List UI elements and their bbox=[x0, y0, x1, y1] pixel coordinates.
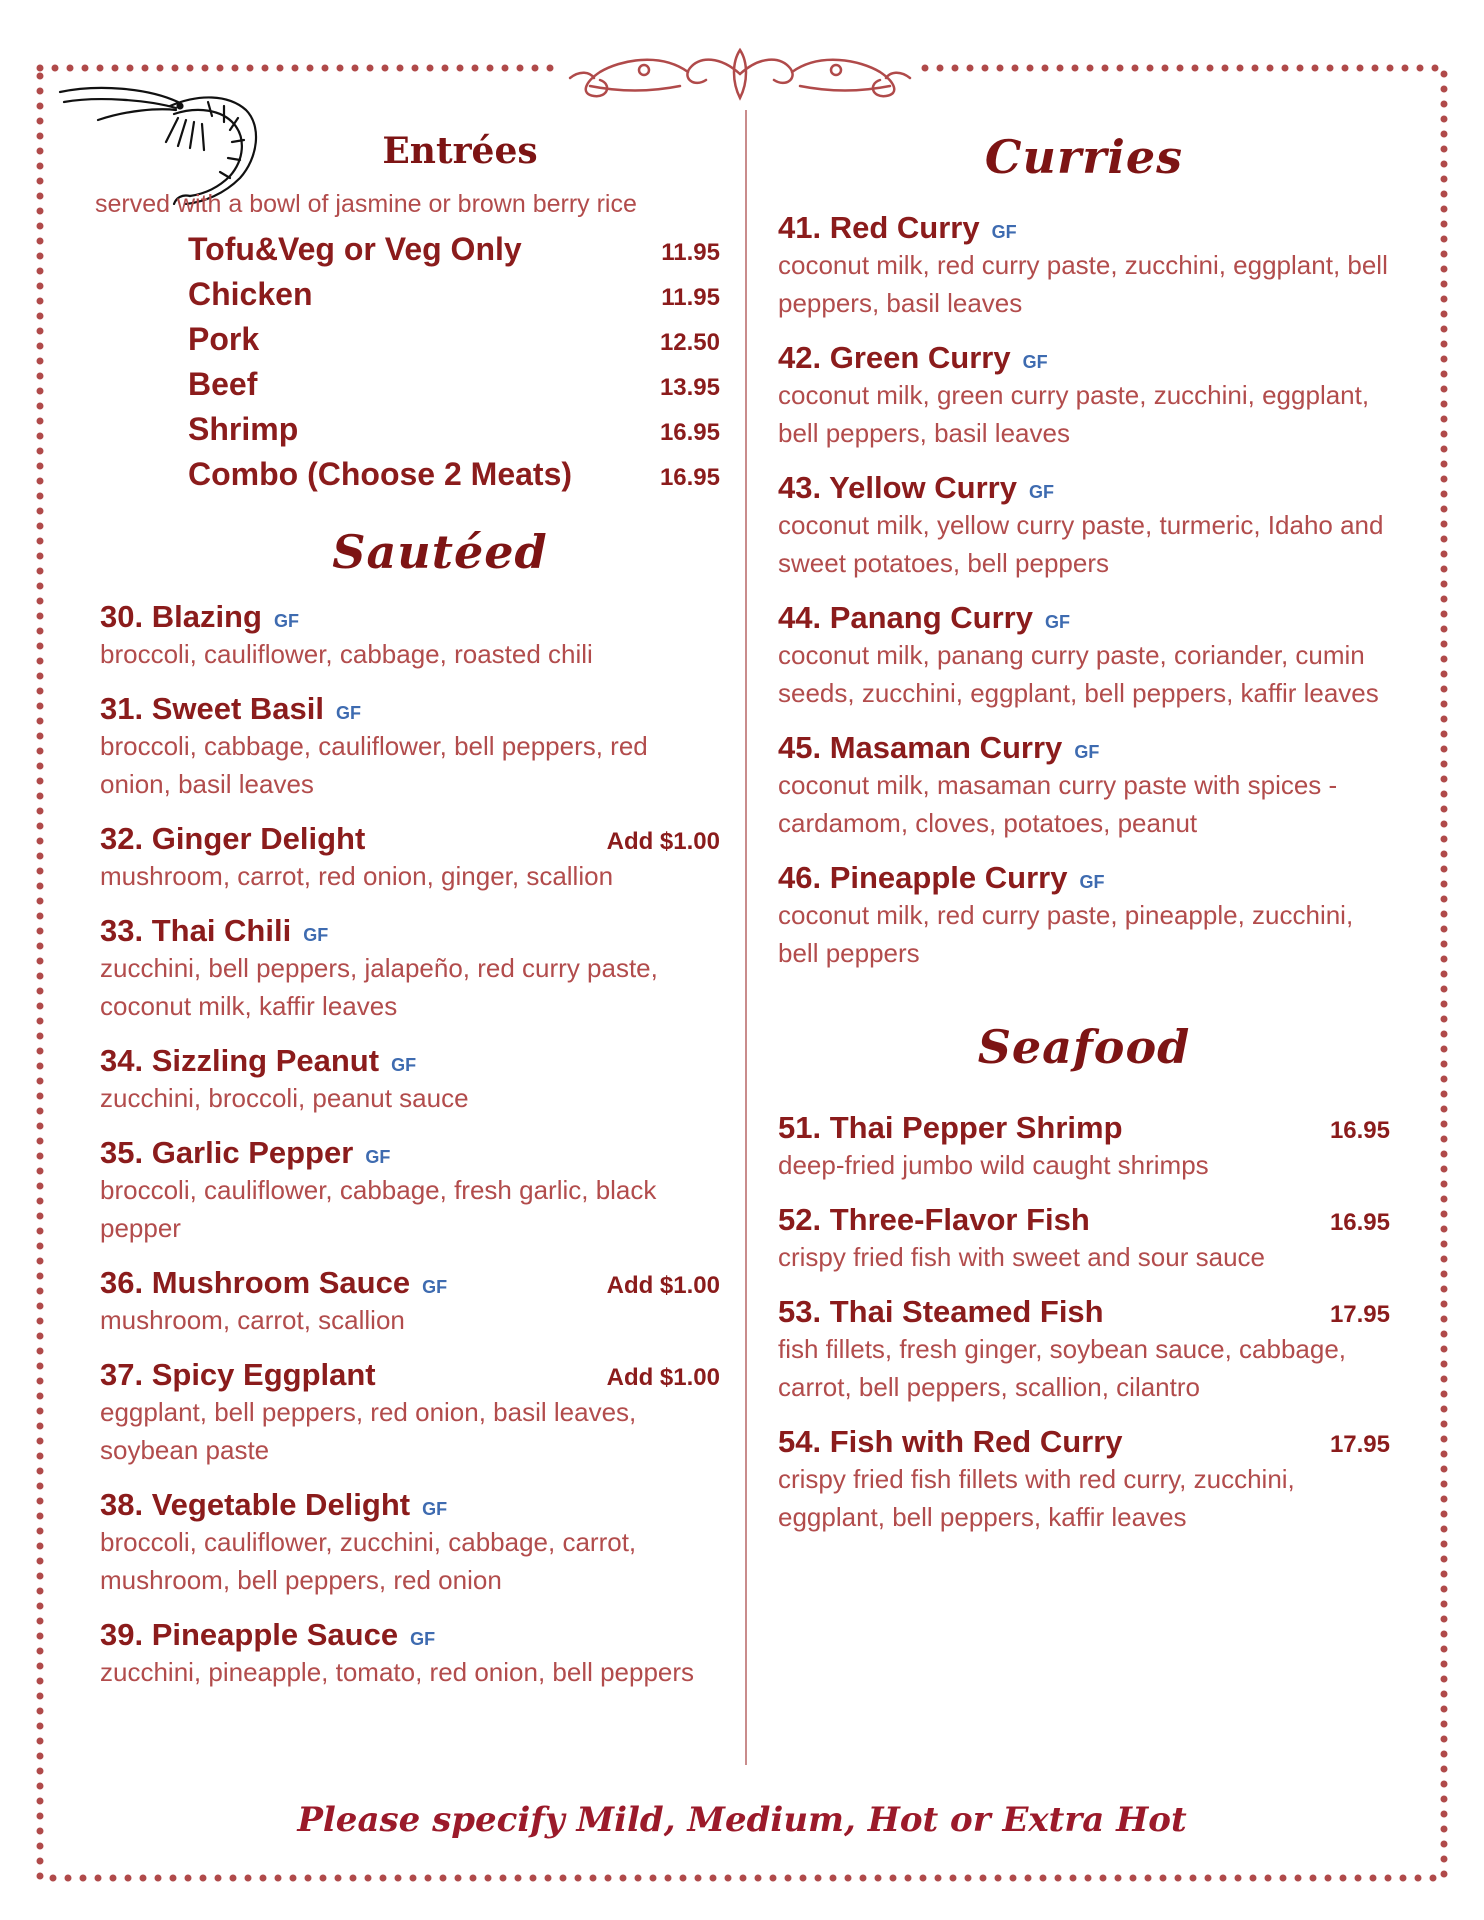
entrees-title: Entrées bbox=[382, 130, 538, 172]
menu-item-title: 46. Pineapple Curry bbox=[778, 860, 1068, 895]
menu-item-header bbox=[100, 821, 720, 857]
menu-item-header bbox=[100, 1357, 720, 1393]
menu-item-title: 41. Red Curry bbox=[778, 210, 980, 245]
gluten-free-badge: GF bbox=[1044, 612, 1070, 632]
menu-item-title: 54. Fish with Red Curry bbox=[778, 1424, 1123, 1459]
menu-item-price: Add $1.00 bbox=[606, 828, 720, 855]
entree-name: Beef bbox=[188, 366, 258, 402]
menu-item-title: 43. Yellow Curry bbox=[778, 470, 1017, 505]
menu-item-title-group bbox=[778, 1424, 1123, 1460]
menu-item-title: 53. Thai Steamed Fish bbox=[778, 1294, 1104, 1329]
menu-item-title: 36. Mushroom Sauce bbox=[100, 1265, 411, 1300]
menu-item-title: 34. Sizzling Peanut bbox=[100, 1043, 380, 1078]
menu-item-description: eggplant, bell peppers, red onion, basil leaves, soybean paste bbox=[100, 1397, 637, 1465]
menu-item-description: deep-fried jumbo wild caught shrimps bbox=[778, 1150, 1209, 1180]
menu-item-title-group bbox=[100, 1487, 447, 1523]
menu-item-title: 35. Garlic Pepper bbox=[100, 1135, 354, 1170]
entree-list bbox=[188, 231, 720, 501]
menu-item-price: Add $1.00 bbox=[606, 1364, 720, 1391]
menu-item bbox=[778, 1110, 1390, 1184]
entree-row bbox=[188, 456, 720, 501]
gluten-free-badge: GF bbox=[1028, 482, 1054, 502]
seafood-list bbox=[778, 1110, 1390, 1536]
menu-item-header bbox=[778, 1110, 1390, 1146]
menu-item-title-group bbox=[778, 470, 1054, 506]
menu-item-price: 17.95 bbox=[1329, 1431, 1390, 1458]
curries-title: Curries bbox=[984, 130, 1184, 184]
menu-item-description: coconut milk, red curry paste, pineapple, zucchini, bell peppers bbox=[778, 900, 1354, 968]
menu-item bbox=[778, 860, 1390, 972]
menu-item-title-group bbox=[778, 210, 1017, 246]
menu-item-title-group bbox=[778, 860, 1104, 896]
menu-item-title: 51. Thai Pepper Shrimp bbox=[778, 1110, 1123, 1145]
entree-name: Pork bbox=[188, 321, 260, 357]
sauteed-list bbox=[100, 599, 720, 1691]
menu-item bbox=[778, 470, 1390, 582]
menu-item-header bbox=[778, 860, 1390, 896]
menu-item bbox=[100, 1357, 720, 1469]
entree-price: 16.95 bbox=[659, 464, 720, 491]
menu-item-description: mushroom, carrot, scallion bbox=[100, 1305, 405, 1335]
column-divider bbox=[745, 110, 747, 1765]
menu-item-title: 30. Blazing bbox=[100, 599, 262, 634]
menu-item bbox=[100, 1265, 720, 1339]
menu-item-title: 52. Three-Flavor Fish bbox=[778, 1202, 1090, 1237]
gluten-free-badge: GF bbox=[336, 703, 362, 723]
menu-item-title-group bbox=[778, 1110, 1123, 1146]
menu-item-header bbox=[778, 1202, 1390, 1238]
menu-item-price: 16.95 bbox=[1329, 1117, 1390, 1144]
entree-price: 11.95 bbox=[661, 284, 720, 311]
menu-item-title-group bbox=[778, 600, 1070, 636]
entree-price: 11.95 bbox=[661, 239, 720, 266]
menu-item bbox=[100, 599, 720, 673]
entree-name: Shrimp bbox=[188, 411, 299, 447]
gluten-free-badge: GF bbox=[273, 611, 299, 631]
menu-item-header bbox=[778, 1424, 1390, 1460]
menu-item-title: 32. Ginger Delight bbox=[100, 821, 366, 856]
menu-item-header bbox=[100, 1487, 720, 1523]
menu-item-title: 38. Vegetable Delight bbox=[100, 1487, 411, 1522]
menu-item bbox=[778, 1294, 1390, 1406]
menu-item-title-group bbox=[100, 1617, 435, 1653]
gluten-free-badge: GF bbox=[422, 1499, 448, 1519]
left-column bbox=[95, 130, 720, 1709]
menu-item bbox=[100, 1043, 720, 1117]
spice-level-footer: Please specify Mild, Medium, Hot or Extra Hot bbox=[297, 1800, 1187, 1840]
gluten-free-badge: GF bbox=[365, 1147, 391, 1167]
entree-price: 12.50 bbox=[659, 329, 720, 356]
menu-item-description: coconut milk, yellow curry paste, turmeric, Idaho and sweet potatoes, bell peppers bbox=[778, 510, 1384, 578]
menu-item-title: 31. Sweet Basil bbox=[100, 691, 325, 726]
menu-item-title-group bbox=[778, 1202, 1090, 1238]
menu-item bbox=[100, 1135, 720, 1247]
menu-item-header bbox=[778, 600, 1390, 636]
entrees-note: served with a bowl of jasmine or brown berry rice bbox=[95, 190, 637, 218]
entree-row bbox=[188, 411, 720, 456]
menu-item-description: mushroom, carrot, red onion, ginger, scallion bbox=[100, 861, 614, 891]
menu-item-title: 45. Masaman Curry bbox=[778, 730, 1063, 765]
sauteed-title: Sautéed bbox=[332, 525, 548, 579]
menu-item-title-group bbox=[778, 340, 1048, 376]
menu-item-description: fish fillets, fresh ginger, soybean sauce, cabbage, carrot, bell peppers, scallion, cilantro bbox=[778, 1334, 1347, 1402]
menu-item-title-group bbox=[778, 1294, 1104, 1330]
menu-item-title-group bbox=[100, 1135, 390, 1171]
menu-item-title: 39. Pineapple Sauce bbox=[100, 1617, 399, 1652]
menu-item bbox=[778, 1424, 1390, 1536]
menu-item-description: zucchini, bell peppers, jalapeño, red curry paste, coconut milk, kaffir leaves bbox=[100, 953, 658, 1021]
menu-item-header bbox=[100, 691, 720, 727]
menu-item-title: 37. Spicy Eggplant bbox=[100, 1357, 376, 1392]
entree-name: Tofu&Veg or Veg Only bbox=[188, 231, 522, 267]
entree-row bbox=[188, 276, 720, 321]
menu-item-description: crispy fried fish with sweet and sour sauce bbox=[778, 1242, 1265, 1272]
menu-item-description: broccoli, cauliflower, cabbage, roasted chili bbox=[100, 639, 593, 669]
gluten-free-badge: GF bbox=[410, 1629, 436, 1649]
gluten-free-badge: GF bbox=[1022, 352, 1048, 372]
menu-item-title-group bbox=[778, 730, 1099, 766]
flourish-ornament-icon bbox=[560, 42, 920, 106]
menu-item-header bbox=[778, 340, 1390, 376]
entree-row bbox=[188, 321, 720, 366]
menu-item bbox=[100, 821, 720, 895]
menu-item-description: coconut milk, red curry paste, zucchini, eggplant, bell peppers, basil leaves bbox=[778, 250, 1388, 318]
menu-item-title: 44. Panang Curry bbox=[778, 600, 1033, 635]
entree-price: 13.95 bbox=[659, 374, 720, 401]
menu-item bbox=[100, 691, 720, 803]
menu-item bbox=[778, 730, 1390, 842]
gluten-free-badge: GF bbox=[1079, 872, 1105, 892]
menu-item-title-group bbox=[100, 1265, 447, 1301]
menu-item-price: 17.95 bbox=[1329, 1301, 1390, 1328]
menu-item-header bbox=[778, 1294, 1390, 1330]
menu-item bbox=[778, 1202, 1390, 1276]
gluten-free-badge: GF bbox=[303, 925, 329, 945]
gluten-free-badge: GF bbox=[1074, 742, 1100, 762]
menu-item-description: coconut milk, green curry paste, zucchini, eggplant, bell peppers, basil leaves bbox=[778, 380, 1370, 448]
curries-list bbox=[778, 210, 1390, 972]
gluten-free-badge: GF bbox=[991, 222, 1017, 242]
entree-row bbox=[188, 231, 720, 276]
menu-item-description: broccoli, cauliflower, cabbage, fresh garlic, black pepper bbox=[100, 1175, 657, 1243]
entree-name: Chicken bbox=[188, 276, 313, 312]
gluten-free-badge: GF bbox=[422, 1277, 448, 1297]
menu-item-description: broccoli, cabbage, cauliflower, bell peppers, red onion, basil leaves bbox=[100, 731, 648, 799]
entree-price: 16.95 bbox=[659, 419, 720, 446]
menu-item-header bbox=[778, 730, 1390, 766]
menu-item-title-group bbox=[100, 1043, 416, 1079]
menu-item bbox=[100, 1617, 720, 1691]
menu-item bbox=[100, 913, 720, 1025]
menu-item-description: crispy fried fish fillets with red curry, zucchini, eggplant, bell peppers, kaffir leaves bbox=[778, 1464, 1295, 1532]
menu-item-header bbox=[778, 210, 1390, 246]
menu-item-title: 33. Thai Chili bbox=[100, 913, 292, 948]
menu-item bbox=[100, 1487, 720, 1599]
menu-item bbox=[778, 340, 1390, 452]
menu-item-title-group bbox=[100, 1357, 376, 1393]
entree-row bbox=[188, 366, 720, 411]
menu-item-description: coconut milk, panang curry paste, coriander, cumin seeds, zucchini, eggplant, bell peppers, kaffir leaves bbox=[778, 640, 1379, 708]
menu-item-header bbox=[100, 913, 720, 949]
menu-item-title-group bbox=[100, 599, 299, 635]
entree-name: Combo (Choose 2 Meats) bbox=[188, 456, 573, 492]
menu-item bbox=[778, 210, 1390, 322]
menu-item-header bbox=[100, 1265, 720, 1301]
menu-item-title-group bbox=[100, 821, 365, 857]
gluten-free-badge: GF bbox=[391, 1055, 417, 1075]
menu-item-price: 16.95 bbox=[1329, 1209, 1390, 1236]
menu-item-description: broccoli, cauliflower, zucchini, cabbage, carrot, mushroom, bell peppers, red onion bbox=[100, 1527, 637, 1595]
menu-item-header bbox=[100, 1043, 720, 1079]
menu-item-header bbox=[778, 470, 1390, 506]
seafood-title: Seafood bbox=[977, 1020, 1191, 1074]
menu-item-price: Add $1.00 bbox=[606, 1272, 720, 1299]
menu-item-title-group bbox=[100, 913, 328, 949]
right-column bbox=[778, 130, 1390, 1554]
menu-item-header bbox=[100, 599, 720, 635]
menu-item bbox=[778, 600, 1390, 712]
menu-item-header bbox=[100, 1617, 720, 1653]
menu-item-description: zucchini, broccoli, peanut sauce bbox=[100, 1083, 469, 1113]
menu-item-title-group bbox=[100, 691, 361, 727]
menu-item-description: coconut milk, masaman curry paste with spices - cardamom, cloves, potatoes, peanut bbox=[778, 770, 1338, 838]
menu-item-title: 42. Green Curry bbox=[778, 340, 1011, 375]
menu-item-header bbox=[100, 1135, 720, 1171]
menu-item-description: zucchini, pineapple, tomato, red onion, bell peppers bbox=[100, 1657, 695, 1687]
